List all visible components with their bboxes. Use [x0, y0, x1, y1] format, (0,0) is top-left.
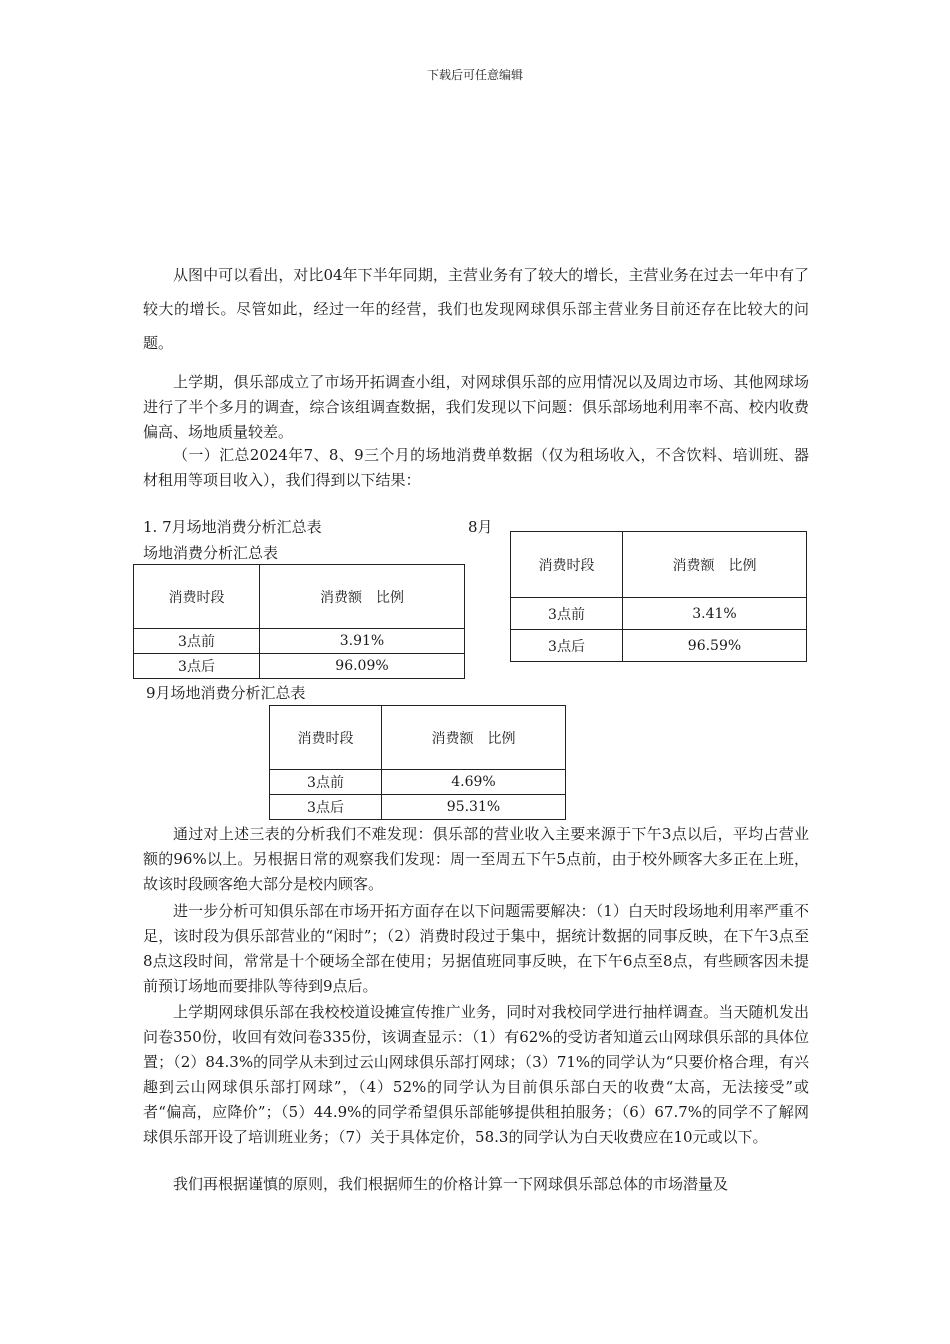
table-row: [270, 770, 566, 795]
paragraph-questionnaire: 上学期网球俱乐部在我校校道设摊宣传推广业务，同时对我校同学进行抽样调查。当天随机发出问卷350份，收回有效问卷335份，该调查显示：（1）有62%的受访者知道云山网球俱乐部的具体位置；（2）84.3%的同学从未到过云山网球俱乐部打网球；（3）71%的同学认为“只要价格合理，有兴趣到云山网球俱乐部打网球”，（4）52%的同学认为目前俱乐部白天的收费“太高，无法接受”或者“偏高，应降价”；（5）44.9%的同学希望俱乐部能够提供租拍服务；（6）67.7%的同学不了解网球俱乐部开设了培训班业务；（7）关于具体定价，58.3的同学认为白天收费应在10元或以下。: [143, 1003, 809, 1146]
paragraph-market-potential: 我们再根据谨慎的原则，我们根据师生的价格计算一下网球俱乐部总体的市场潜量及: [173, 1175, 729, 1193]
table-row: [134, 654, 465, 679]
table-cell-ratio: 96.09%: [260, 654, 465, 679]
table-cell-period: 3点前: [270, 770, 382, 795]
table-cell-period: 3点后: [511, 630, 623, 662]
paragraph-growth: 从图中可以看出，对比04年下半年同期，主营业务有了较大的增长，主营业务在过去一年中有了较大的增长。尽管如此，经过一年的经营，我们也发现网球俱乐部主营业务目前还存在比较大的问题。: [143, 266, 809, 352]
table-cell-ratio: 4.69%: [382, 770, 566, 795]
table-september: [269, 705, 566, 820]
paragraph-summary-intro: （一）汇总2024年7、8、9三个月的场地消费单数据（仅为租场收入，不含饮料、培训班、器材租用等项目收入），我们得到以下结果：: [143, 446, 809, 489]
caption-august-b: 场地消费分析汇总表: [143, 544, 279, 562]
table-cell-ratio: 3.91%: [260, 629, 465, 654]
table-cell-period: 3点后: [134, 654, 260, 679]
table-header-period: 消费时段: [270, 706, 382, 770]
table-row: [511, 598, 807, 630]
table-cell-period: 3点前: [511, 598, 623, 630]
table-cell-ratio: 3.41%: [623, 598, 807, 630]
table-july: [133, 564, 465, 679]
table-cell-period: 3点前: [134, 629, 260, 654]
caption-july: 1. 7月场地消费分析汇总表: [143, 518, 322, 536]
table-cell-ratio: 96.59%: [623, 630, 807, 662]
paragraph-survey: 上学期，俱乐部成立了市场开拓调查小组，对网球俱乐部的应用情况以及周边市场、其他网球场进行了半个多月的调查，综合该组调查数据，我们发现以下问题：俱乐部场地利用率不高、校内收费偏高、场地质量较差。: [143, 373, 809, 441]
table-header-amount-ratio: 消费额 比例: [623, 532, 807, 598]
table-cell-period: 3点后: [270, 795, 382, 820]
table-row: [134, 629, 465, 654]
page-header: 下载后可任意编辑: [426, 68, 523, 82]
table-header-period: 消费时段: [134, 565, 260, 629]
table-august: [510, 531, 807, 662]
paragraph-analysis: 通过对上述三表的分析我们不难发现：俱乐部的营业收入主要来源于下午3点以后，平均占营业额的96%以上。另根据日常的观察我们发现：周一至周五下午5点前，由于校外顾客大多正在上班，故该时段顾客绝大部分是校内顾客。: [143, 825, 809, 893]
paragraph-problems: 进一步分析可知俱乐部在市场开拓方面存在以下问题需要解决：（1）白天时段场地利用率严重不足，该时段为俱乐部营业的“闲时”；（2）消费时段过于集中，据统计数据的同事反映，在下午3点至8点这段时间，常常是十个硬场全部在使用；另据值班同事反映，在下午6点至8点，有些顾客因未提前预订场地而要排队等待到9点后。: [143, 902, 809, 995]
table-header-amount-ratio: 消费额 比例: [382, 706, 566, 770]
table-header-period: 消费时段: [511, 532, 623, 598]
caption-september: 9月场地消费分析汇总表: [146, 684, 306, 702]
table-header-amount-ratio: 消费额 比例: [260, 565, 465, 629]
table-row: [270, 795, 566, 820]
caption-august-a: 8月: [468, 518, 493, 536]
table-cell-ratio: 95.31%: [382, 795, 566, 820]
table-row: [511, 630, 807, 662]
